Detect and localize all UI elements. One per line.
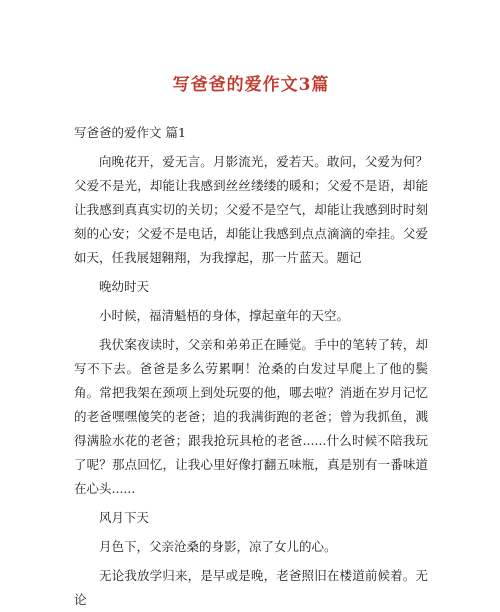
paragraph-moonlight: 月色下，父亲沧桑的身影，凉了女儿的心。	[99, 539, 337, 554]
section-heading: 写爸爸的爱作文 篇1	[74, 125, 186, 140]
paragraph-childhood: 小时候，福清魁梧的身体，撑起童年的天空。	[99, 308, 350, 323]
paragraph-night-study: 我伏案夜读时，父亲和弟弟正在睡觉。手中的笔转了转，却写不下去。爸爸是多么劳累啊！沧桑的白发过早爬上了他的鬓角。常把我架在颈项上到处玩耍的他，哪去啦？消逝在岁月记忆的老爸嘿嘿傻笑的老爸；追的我满街跑的老爸；曾为我抓鱼，溅得满脸水花的老爸；跟我抢玩具枪的老爸......什么时候不陪我玩了呢？那点回忆，让我心里好像打翻五味瓶，真是别有一番味道在心头......	[74, 337, 428, 496]
paragraph-intro: 向晚花开，爱无言。月影流光，爱若天。敢问，父爱为何？父爱不是光，却能让我感到丝丝缕缕的暖和；父爱不是语，却能让我感到真真实切的关切；父爱不是空气，却能让我感到时时刻刻的心安；父爱不是电话，却能让我感到点点滴滴的牵挂。父爱如天，任我展翅翱翔，为我撑起，那一片蓝天。题记	[74, 154, 428, 265]
document-title: 写爸爸的爱作文3篇	[172, 75, 330, 95]
subheading-2: 风月下天	[99, 510, 150, 525]
subheading-1: 晚幼时天	[99, 279, 150, 294]
paragraph-school-return: 无论我放学归来，是早或是晚，老爸照旧在楼道前候着。无论	[74, 568, 428, 607]
